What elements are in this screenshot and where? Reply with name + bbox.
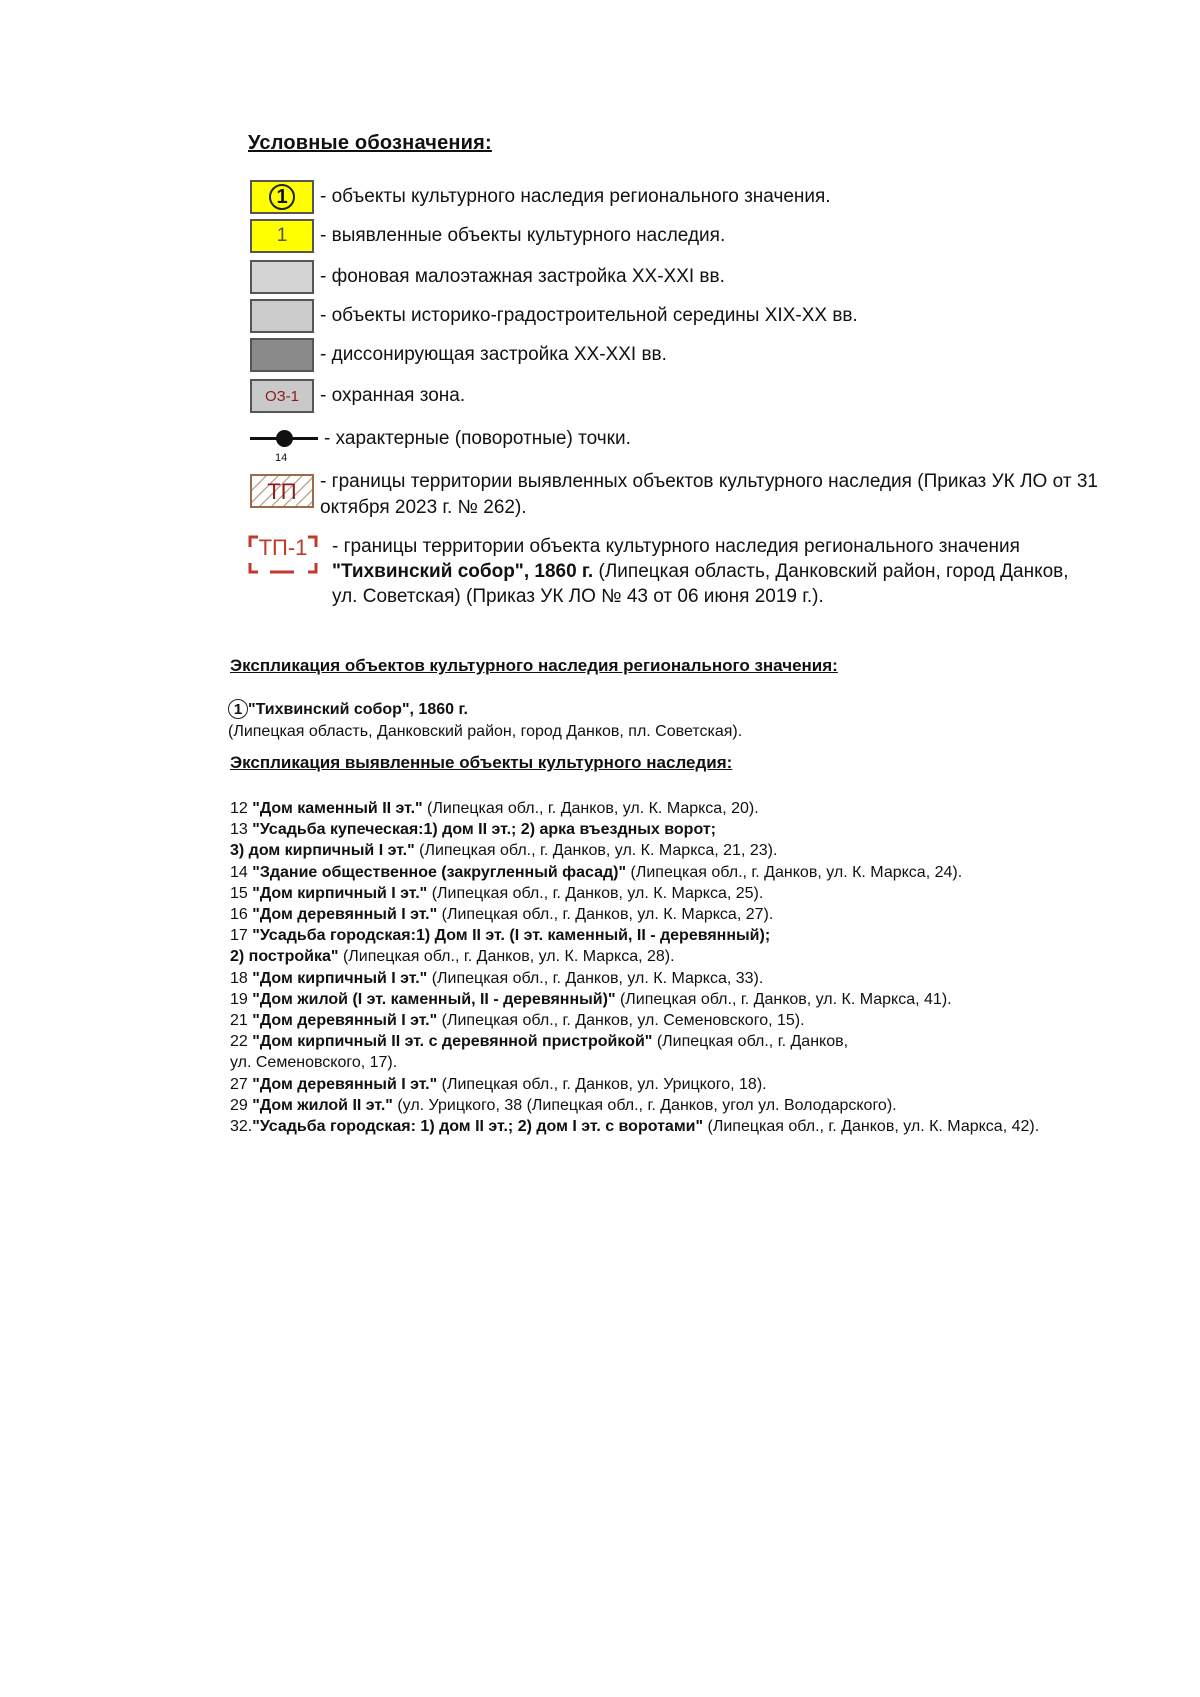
item-address: (Липецкая обл., г. Данков, ул. К. Маркса, 33). xyxy=(427,969,764,987)
item-number: 16 xyxy=(230,906,253,924)
list-item xyxy=(230,989,1130,1010)
list-item xyxy=(230,1031,1130,1052)
desc-prefix: - границы территории объекта культурного наследия регионального значения xyxy=(332,536,1020,557)
list-item xyxy=(230,840,1130,861)
legend-desc: - выявленные объекты культурного наследия. xyxy=(320,225,726,246)
item-name: "Дом кирпичный I эт." xyxy=(252,884,428,902)
item-number: 19 xyxy=(230,990,253,1008)
item-name: "Дом жилой II эт." xyxy=(252,1096,393,1114)
list-item xyxy=(230,1095,1130,1116)
item-address: (Липецкая обл., г. Данков, ул. К. Маркса, 41). xyxy=(615,990,952,1008)
protection-zone-swatch: ОЗ-1 xyxy=(250,379,314,413)
regional-item-number: 1 xyxy=(228,699,248,719)
identified-territory-boundary-desc: - границы территории выявленных объектов культурного наследия (Приказ УК ЛО от 31 октября 2023 г. № 262). xyxy=(320,471,1098,518)
legend-row-regional-heritage xyxy=(250,180,831,214)
turning-point-icon xyxy=(250,422,318,456)
item-number: 21 xyxy=(230,1012,253,1030)
item-number: 22 xyxy=(230,1033,253,1051)
regional-heritage-swatch xyxy=(250,180,314,214)
regional-item xyxy=(228,699,742,743)
number-symbol: 1 xyxy=(276,225,288,246)
item-address: (Липецкая обл., г. Данков, ул. Урицкого, 18). xyxy=(437,1075,767,1093)
tp-label: ТП xyxy=(267,479,297,504)
list-item xyxy=(230,798,1130,819)
item-address: (Липецкая обл., г. Данков, ул. Семеновского, 15). xyxy=(437,1012,805,1030)
legend-desc: - объекты историко-градостроительной середины XIX-XX вв. xyxy=(320,305,858,326)
item-address: (Липецкая обл., г. Данков, ул. К. Маркса, 24). xyxy=(626,863,963,881)
item-address: (Липецкая обл., г. Данков, ул. К. Маркса, 21, 23). xyxy=(414,842,778,860)
item-name: "Дом деревянный I эт." xyxy=(252,1075,438,1093)
regional-item-name: "Тихвинский собор", 1860 г. xyxy=(248,701,468,718)
svg-text:ТП-1: ТП-1 xyxy=(258,535,308,560)
list-item xyxy=(230,1074,1130,1095)
identified-items-list xyxy=(230,798,1130,1137)
legend-row-dissonant-buildings xyxy=(250,338,667,372)
item-name: "Усадьба городская:1) Дом II эт. (I эт. каменный, II - деревянный); xyxy=(252,927,771,945)
item-address: (Липецкая обл., г. Данков, ул. К. Маркса, 25). xyxy=(427,884,764,902)
item-address: (Липецкая обл., г. Данков, xyxy=(652,1033,849,1051)
identified-explication-heading: Экспликация выявленные объекты культурного наследия: xyxy=(230,753,733,772)
list-item xyxy=(230,968,1130,989)
item-name: 2) постройка" xyxy=(230,948,339,966)
identified-territory-boundary-icon xyxy=(250,474,314,508)
item-address: (Липецкая обл., г. Данков, ул. К. Маркса, 42). xyxy=(703,1118,1040,1136)
desc-object-name: "Тихвинский собор", 1860 г. xyxy=(332,561,594,582)
item-name: "Дом кирпичный I эт." xyxy=(252,969,428,987)
legend-desc: - охранная зона. xyxy=(320,385,466,406)
item-name: 3) дом кирпичный I эт." xyxy=(230,842,415,860)
legend-desc: - фоновая малоэтажная застройка XX-XXI вв. xyxy=(320,266,725,287)
item-name: "Усадьба городская: 1) дом II эт.; 2) дом I эт. с воротами" xyxy=(252,1118,704,1136)
item-address: ул. Семеновского, 17). xyxy=(230,1054,398,1072)
list-item xyxy=(230,1116,1130,1137)
historic-buildings-swatch xyxy=(250,299,314,333)
list-item xyxy=(230,862,1130,883)
item-number: 29 xyxy=(230,1096,253,1114)
regional-territory-boundary-desc xyxy=(332,534,1082,609)
list-item xyxy=(230,925,1130,946)
list-item xyxy=(230,1052,1130,1073)
item-number: 18 xyxy=(230,969,253,987)
legend-row-historic-buildings xyxy=(250,299,858,333)
legend-row-background-buildings xyxy=(250,260,725,294)
item-number: 14 xyxy=(230,863,253,881)
item-name: "Дом деревянный I эт." xyxy=(252,1012,438,1030)
identified-heritage-swatch xyxy=(250,219,314,253)
item-address: (ул. Урицкого, 38 (Липецкая обл., г. Данков, угол ул. Володарского). xyxy=(392,1096,897,1114)
legend-desc: - диссонирующая застройка XX-XXI вв. xyxy=(320,344,667,365)
legend-desc: - объекты культурного наследия регионального значения. xyxy=(320,186,831,207)
legend-title: Условные обозначения: xyxy=(248,132,492,154)
item-name: "Дом каменный II эт." xyxy=(252,800,423,817)
item-name: "Дом жилой (I эт. каменный, II - деревянный)" xyxy=(252,990,616,1008)
circled-number-symbol: 1 xyxy=(269,184,295,210)
legend-row-protection-zone xyxy=(250,379,465,413)
item-address: (Липецкая обл., г. Данков, ул. К. Маркса, 28). xyxy=(338,948,675,966)
legend-row-turning-points xyxy=(250,422,631,456)
legend-row-identified-heritage xyxy=(250,219,725,253)
regional-item-address: (Липецкая область, Данковский район, город Данков, пл. Советская). xyxy=(228,723,743,740)
list-item xyxy=(230,883,1130,904)
list-item xyxy=(230,904,1130,925)
list-item xyxy=(230,946,1130,967)
regional-territory-boundary-icon xyxy=(248,533,318,575)
item-number: 32. xyxy=(230,1118,253,1136)
item-name: "Дом кирпичный II эт. с деревянной пристройкой" xyxy=(252,1033,653,1051)
legend-desc: - характерные (поворотные) точки. xyxy=(324,428,631,449)
list-item xyxy=(230,1010,1130,1031)
item-name: "Усадьба купеческая:1) дом II эт.; 2) арка въездных ворот; xyxy=(252,821,716,839)
regional-explication-heading: Экспликация объектов культурного наследия регионального значения: xyxy=(230,656,838,675)
item-address: (Липецкая обл., г. Данков, ул. К. Маркса, 27). xyxy=(437,906,774,924)
item-number: 27 xyxy=(230,1075,253,1093)
item-number: 17 xyxy=(230,927,253,945)
background-buildings-swatch xyxy=(250,260,314,294)
item-name: "Дом деревянный I эт." xyxy=(252,906,438,924)
list-item xyxy=(230,819,1130,840)
turning-point-number: 14 xyxy=(275,452,288,464)
desc-suffix: (Липецкая область, Данковский район, город Данков, ул. Советская) (Приказ УК ЛО № 43 от 06 июня 2019 г.). xyxy=(332,561,1069,607)
item-number: 15 xyxy=(230,884,253,902)
item-address: (Липецкая обл., г. Данков, ул. К. Маркса, 20). xyxy=(422,800,759,817)
item-number: 13 xyxy=(230,821,253,839)
dissonant-buildings-swatch xyxy=(250,338,314,372)
item-name: "Здание общественное (закругленный фасад)" xyxy=(252,863,627,881)
item-number: 12 xyxy=(230,800,253,817)
